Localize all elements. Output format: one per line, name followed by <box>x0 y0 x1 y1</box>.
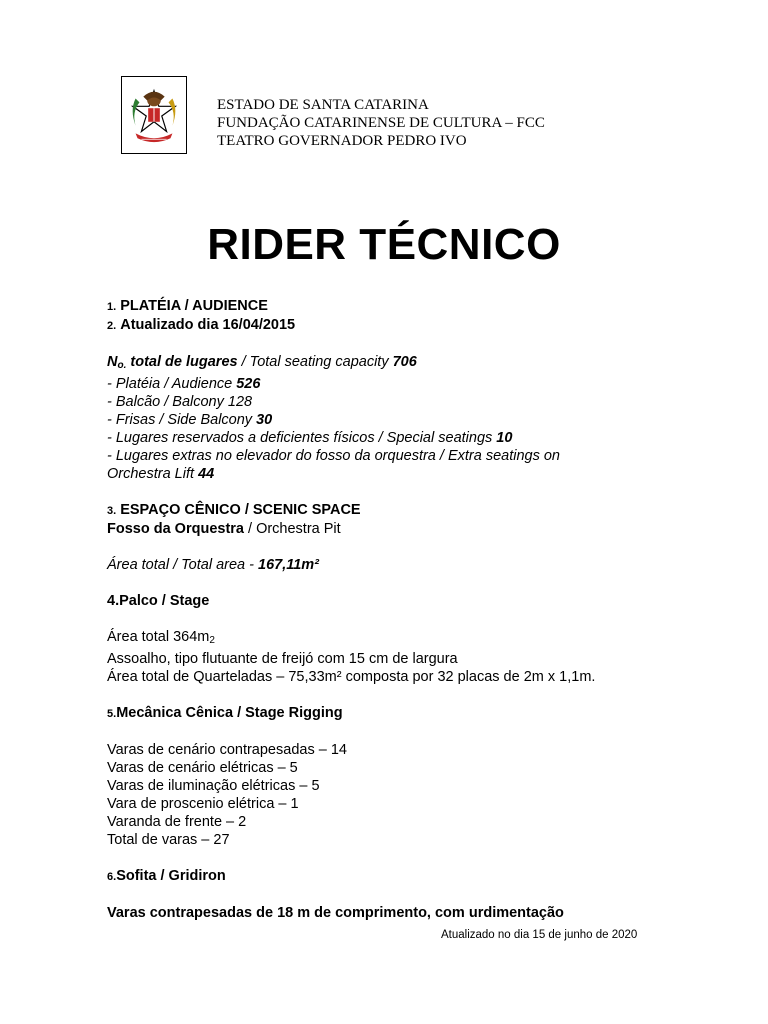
section-6-number: 6. <box>107 871 117 883</box>
orchestra-pit-line: Fosso da Orquestra / Orchestra Pit <box>107 521 341 537</box>
pit-area-value: 167,11m² <box>258 557 319 573</box>
section-3-heading <box>107 501 707 520</box>
side-balcony-line: - Frisas / Side Balcony 30 <box>107 412 273 428</box>
capacity-label-n: N <box>107 354 118 370</box>
balcony-line: - Balcão / Balcony 128 <box>107 394 253 410</box>
extra-seating-value: 44 <box>198 466 215 482</box>
section-5-number: 5. <box>107 708 117 720</box>
capacity-label-pt: total de lugares <box>126 354 238 370</box>
side-balcony-value: 30 <box>256 412 273 428</box>
section-6-heading <box>107 867 707 886</box>
section-6-title: Sofita / Gridiron <box>116 868 226 884</box>
section-2-title: Atualizado dia 16/04/2015 <box>120 317 296 333</box>
section-1-heading <box>107 297 707 316</box>
stage-floor-line: Assoalho, tipo flutuante de freijó com 15 cm de largura <box>107 651 458 667</box>
extra-seating-line-2: Orchestra Lift 44 <box>107 466 215 482</box>
section-2-heading <box>107 316 707 335</box>
capacity-value: 706 <box>392 354 417 370</box>
rigging-item: Varas de cenário contrapesadas – 14 <box>107 742 347 758</box>
section-3-title: ESPAÇO CÊNICO / SCENIC SPACE <box>120 502 361 518</box>
section-5-heading <box>107 704 707 723</box>
audience-value: 526 <box>236 376 261 392</box>
total-capacity-line <box>107 353 707 375</box>
capacity-label-en: / Total seating capacity <box>237 354 393 370</box>
rigging-item: Varas de iluminação elétricas – 5 <box>107 778 320 794</box>
audience-line: - Platéia / Audience 526 <box>107 376 261 392</box>
header-line-state: ESTADO DE SANTA CATARINA <box>217 97 429 113</box>
pit-area-line: Área total / Total area - 167,11m² <box>107 557 319 573</box>
section-1-title: PLATÉIA / AUDIENCE <box>120 298 268 314</box>
coat-of-arms-seal <box>121 76 187 154</box>
rigging-item: Total de varas – 27 <box>107 832 230 848</box>
extra-seating-line-1: - Lugares extras no elevador do fosso da orquestra / Extra seatings on <box>107 448 560 464</box>
special-seating-value: 10 <box>496 430 513 446</box>
special-seating-line: - Lugares reservados a deficientes físicos / Special seatings 10 <box>107 430 513 446</box>
rigging-item: Varanda de frente – 2 <box>107 814 247 830</box>
capacity-label-o: o. <box>117 360 127 371</box>
header-line-theater: TEATRO GOVERNADOR PEDRO IVO <box>217 133 467 149</box>
institution-header <box>217 96 545 150</box>
section-5-title: Mecânica Cênica / Stage Rigging <box>116 705 343 721</box>
rigging-item: Vara de proscenio elétrica – 1 <box>107 796 299 812</box>
page-title: RIDER TÉCNICO <box>207 220 561 269</box>
document-body <box>107 297 707 922</box>
section-2-number: 2. <box>107 320 117 332</box>
section-1-number: 1. <box>107 301 117 313</box>
rigging-item: Varas de cenário elétricas – 5 <box>107 760 298 776</box>
section-3-number: 3. <box>107 505 117 517</box>
section-4-heading: 4.Palco / Stage <box>107 593 210 609</box>
stage-area-line: Área total $364m_2$ <box>107 629 215 646</box>
update-footer: Atualizado no dia 15 de junho de 2020 <box>441 929 638 941</box>
gridiron-detail: Varas contrapesadas de 18 m de comprimento, com urdimentação <box>107 905 564 921</box>
coat-of-arms-icon <box>122 77 186 153</box>
header-line-foundation: FUNDAÇÃO CATARINENSE DE CULTURA – FCC <box>217 115 545 131</box>
stage-quarteladas-line: Área total de Quarteladas – 75,33m² composta por 32 placas de 2m x 1,1m. <box>107 669 596 685</box>
